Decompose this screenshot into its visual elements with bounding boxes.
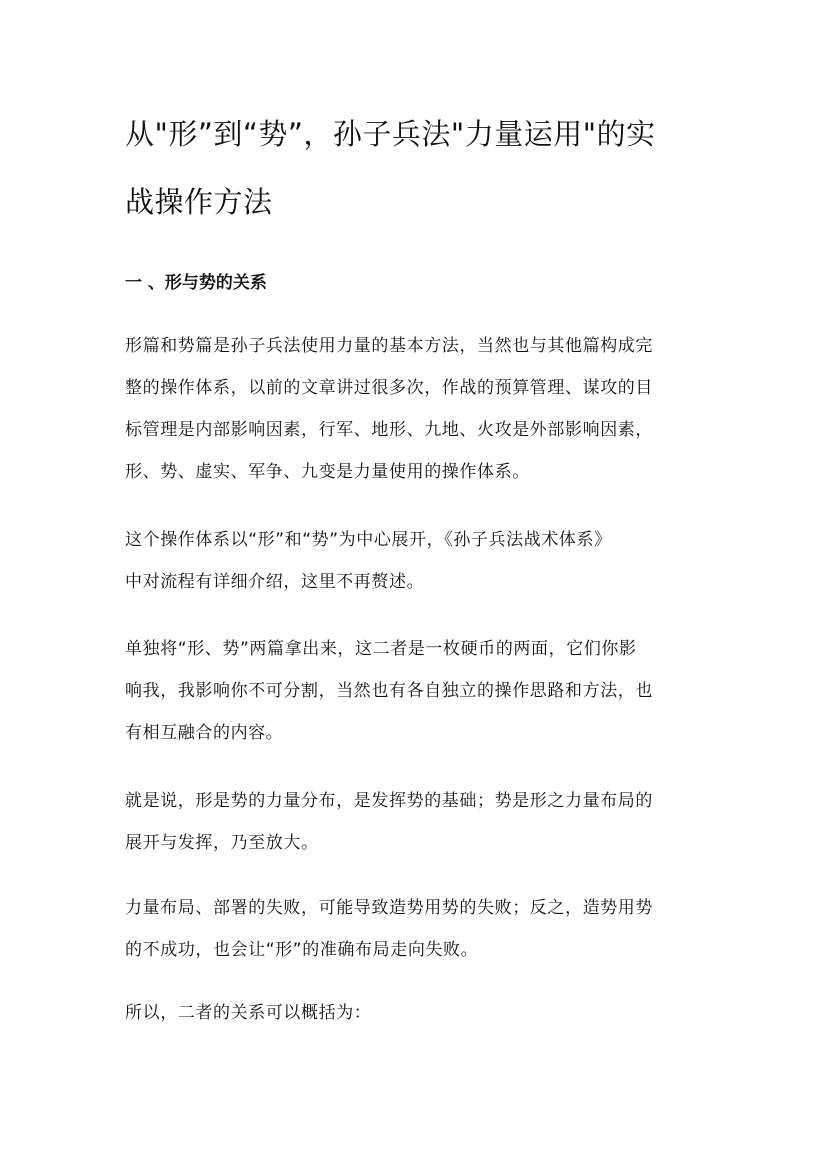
- paragraph-line: 标管理是内部影响因素，行军、地形、九地、火攻是外部影响因素，: [125, 420, 653, 440]
- section-heading: 一 、形与势的关系: [125, 273, 267, 293]
- paragraph-line: 形、势、虚实、军争、九变是力量使用的操作体系。: [125, 462, 530, 482]
- paragraph-line: 这个操作体系以“形”和“势”为中心展开，《孙子兵法战术体系》: [125, 530, 612, 550]
- paragraph-line: 响我，我影响你不可分割，当然也有各自独立的操作思路和方法，也: [125, 681, 653, 701]
- paragraph-line: 力量布局、部署的失败，可能导致造势用势的失败；反之，造势用势: [125, 898, 653, 918]
- paragraph-line: 中对流程有详细介绍，这里不再赘述。: [125, 572, 425, 592]
- paragraph-line: 展开与发挥，乃至放大。: [125, 833, 319, 853]
- paragraph-line: 整的操作体系，以前的文章讲过很多次，作战的预算管理、谋攻的目: [125, 378, 653, 398]
- paragraph-line: 就是说，形是势的力量分布，是发挥势的基础；势是形之力量布局的: [125, 791, 653, 811]
- paragraph-line: 形篇和势篇是孙子兵法使用力量的基本方法，当然也与其他篇构成完: [125, 336, 653, 356]
- article-title-line-2: 战操作方法: [125, 185, 273, 219]
- paragraph-line: 有相互融合的内容。: [125, 723, 284, 743]
- paragraph-line: 所以，二者的关系可以概括为：: [125, 1003, 372, 1023]
- article-title-line-1: 从"形”到“势”，孙子兵法"力量运用"的实: [125, 117, 656, 151]
- paragraph-line: 的不成功，也会让“形”的准确布局走向失败。: [125, 940, 479, 960]
- paragraph-line: 单独将“形、势”两篇拿出来，这二者是一枚硬币的两面，它们你影: [125, 639, 637, 659]
